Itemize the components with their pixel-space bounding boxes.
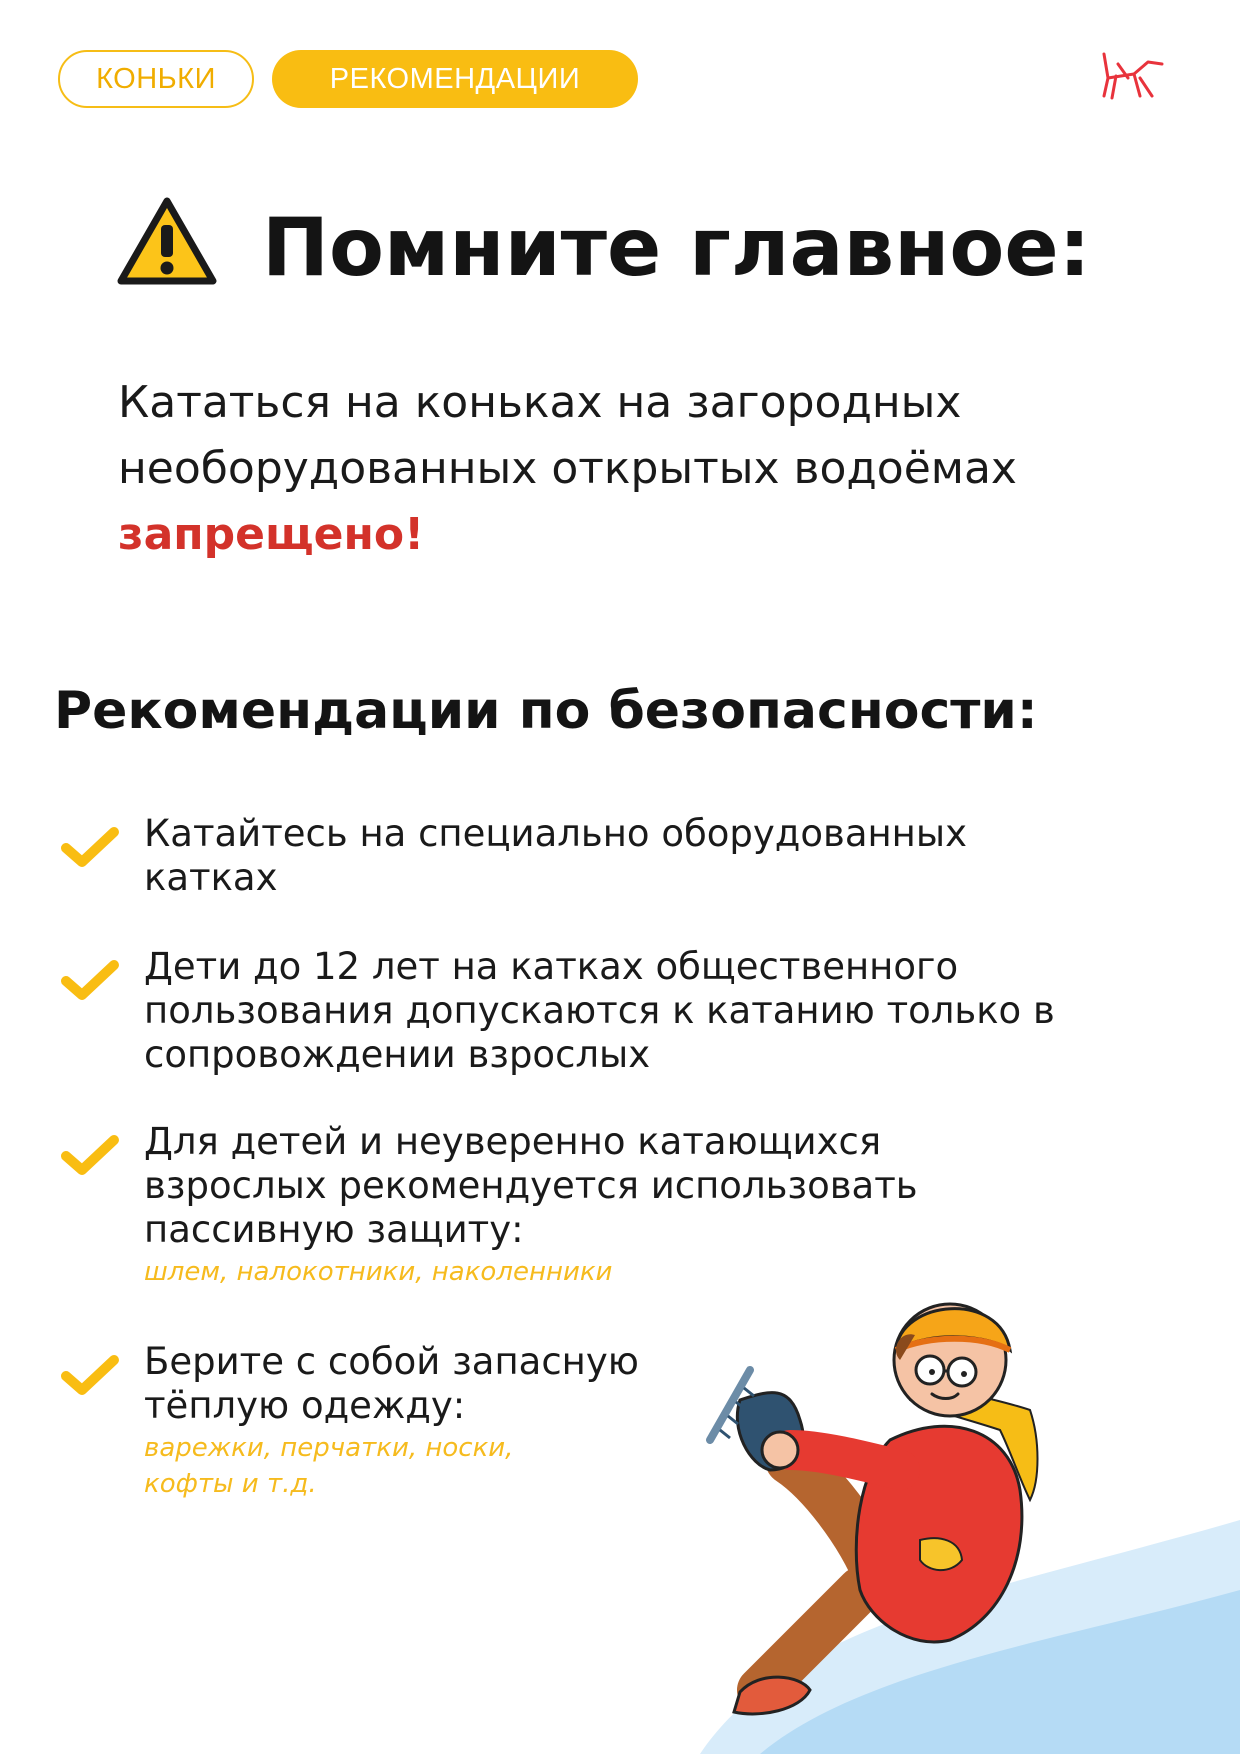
check-icon	[60, 826, 120, 870]
check-icon	[60, 959, 120, 1003]
recommendation-text: Катайтесь на специально оборудованных катках	[144, 812, 967, 899]
recommendation-text: Дети до 12 лет на катках общественного пользования допускаются к катанию только в сопровождении взрослых	[144, 945, 1055, 1076]
category-tag-label: КОНЬКИ	[96, 62, 216, 95]
section-tag-label: РЕКОМЕНДАЦИИ	[329, 62, 581, 95]
recommendation-note: шлем, налокотники, наколенники	[144, 1257, 613, 1287]
check-icon	[60, 1354, 120, 1398]
recommendations-title: Рекомендации по безопасности:	[54, 681, 1038, 741]
recommendation-note: варежки, перчатки, носки, кофты и т.д.	[144, 1433, 514, 1499]
recommendation-text	[144, 1340, 764, 1502]
warning-sentence: Кататься на коньках на загородных необорудованных открытых водоёмах	[118, 377, 1017, 494]
check-icon	[60, 1134, 120, 1178]
forbidden-highlight: запрещено!	[118, 509, 425, 560]
main-title: Помните главное:	[262, 201, 1091, 294]
recommendation-main: Берите с собой запасную тёплую одежду:	[144, 1340, 639, 1427]
recommendation-text	[144, 1120, 1074, 1290]
recommendation-main: Для детей и неуверенно катающихся взрослых рекомендуется использовать пассивную защиту:	[144, 1120, 918, 1251]
skater-illustration	[700, 1290, 1240, 1754]
